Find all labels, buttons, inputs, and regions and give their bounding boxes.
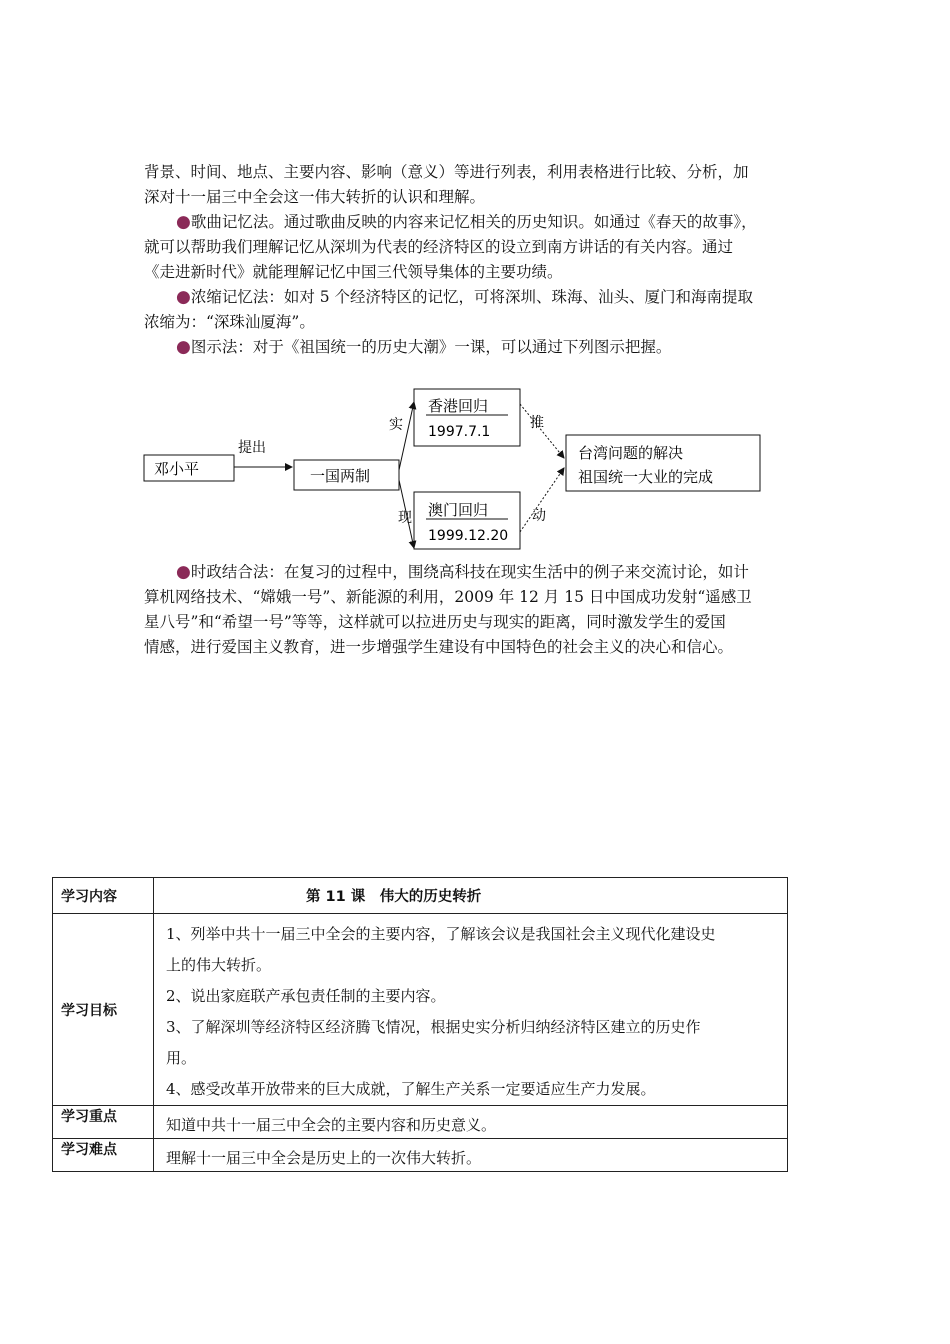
goal-line: 用。 [166, 1049, 197, 1067]
dong-label: 动 [532, 508, 546, 524]
text-line [144, 335, 804, 360]
study-plan-table [52, 877, 788, 1172]
reunification-diagram [140, 382, 770, 557]
text-line [144, 210, 804, 235]
text-line: 《走进新时代》就能理解记忆中国三代领导集体的主要功绩。 [144, 263, 563, 281]
hk-date: 1997.7.1 [428, 424, 491, 440]
table-row [53, 1106, 788, 1139]
key-points-cell: 知道中共十一届三中全会的主要内容和历史意义。 [154, 1106, 788, 1139]
goal-line: 4、感受改革开放带来的巨大成就，了解生产关系一定要适应生产力发展。 [166, 1080, 656, 1098]
lesson-title: 第 11 课 伟大的历史转折 [154, 878, 788, 914]
label-content: 学习内容 [53, 878, 154, 914]
macau-title: 澳门回归 [428, 501, 489, 519]
goal-line: 3、了解深圳等经济特区经济腾飞情况，根据史实分析归纳经济特区建立的历史作 [166, 1018, 701, 1036]
goal-line: 上的伟大转折。 [166, 956, 272, 974]
paragraph-diagram-method [144, 335, 804, 360]
label-goals: 学习目标 [53, 914, 154, 1106]
goals-cell [154, 914, 788, 1106]
paragraph-intro [144, 160, 804, 210]
tichu-label: 提出 [238, 440, 266, 456]
xian-label: 现 [398, 510, 412, 526]
text-line [144, 285, 804, 310]
macau-date: 1999.12.20 [428, 528, 509, 544]
bullet-icon: ● [176, 287, 191, 307]
text-span: 图示法：对于《祖国统一的历史大潮》一课，可以通过下列图示把握。 [190, 338, 672, 356]
label-difficulty: 学习难点 [53, 1139, 154, 1172]
result-line1: 台湾问题的解决 [578, 444, 684, 462]
text-line: 浓缩为：“深珠汕厦海”。 [144, 313, 315, 331]
table-row [53, 914, 788, 1106]
result-line2: 祖国统一大业的完成 [578, 468, 714, 486]
goal-line: 1、列举中共十一届三中全会的主要内容，了解该会议是我国社会主义现代化建设史 [166, 925, 716, 943]
text-span: 歌曲记忆法。通过歌曲反映的内容来记忆相关的历史知识。如通过《春天的故事》， [190, 213, 757, 231]
policy-label: 一国两制 [310, 467, 371, 485]
table-row [53, 878, 788, 914]
text-line: 算机网络技术、“嫦娥一号”、新能源的利用，2009 年 12 月 15 日中国成功发射“遥感卫 [144, 588, 752, 606]
text-line: 背景、时间、地点、主要内容、影响（意义）等进行列表，利用表格进行比较、分析，加 [144, 163, 749, 181]
bullet-icon: ● [176, 212, 191, 232]
shi-label: 实 [389, 417, 403, 433]
bullet-icon: ● [176, 337, 191, 357]
text-span: 浓缩记忆法：如对 5 个经济特区的记忆，可将深圳、珠海、汕头、厦门和海南提取 [190, 288, 754, 306]
goal-line: 2、说出家庭联产承包责任制的主要内容。 [166, 987, 446, 1005]
text-line: 深对十一届三中全会这一伟大转折的认识和理解。 [144, 188, 486, 206]
text-line: 情感，进行爱国主义教育，进一步增强学生建设有中国特色的社会主义的决心和信心。 [144, 638, 734, 656]
text-line [144, 560, 804, 585]
paragraph-condense-method [144, 285, 804, 335]
hk-title: 香港回归 [428, 397, 489, 415]
bullet-icon: ● [176, 562, 191, 582]
deng-label: 邓小平 [154, 460, 200, 478]
paragraph-song-method [144, 210, 804, 285]
arrow-policy-to-hk [399, 402, 414, 470]
text-line: 星八号”和“希望一号”等等，这样就可以拉进历史与现实的距离，同时激发学生的爱国 [144, 613, 726, 631]
paragraph-current-affairs-method [144, 560, 804, 660]
label-key-points: 学习重点 [53, 1106, 154, 1139]
text-span: 时政结合法：在复习的过程中，围绕高科技在现实生活中的例子来交流讨论，如计 [190, 563, 749, 581]
table-row [53, 1139, 788, 1172]
text-line: 就可以帮助我们理解记忆从深圳为代表的经济特区的设立到南方讲话的有关内容。通过 [144, 238, 734, 256]
arrow-hk-to-result [520, 404, 564, 458]
tui-label: 推 [530, 415, 544, 431]
difficulty-cell: 理解十一届三中全会是历史上的一次伟大转折。 [154, 1139, 788, 1172]
